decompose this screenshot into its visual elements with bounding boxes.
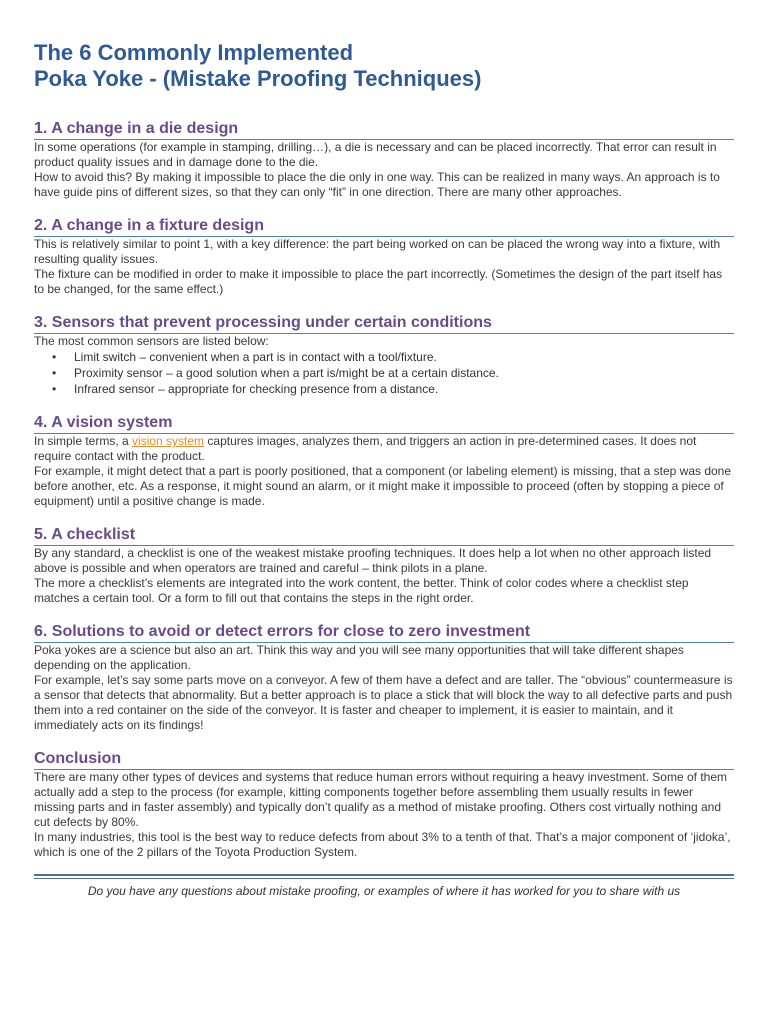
list-item: • Limit switch – convenient when a part is in contact with a tool/fixture. (74, 349, 734, 365)
paragraph: Poka yokes are a science but also an art. Think this way and you will see many opportunities that will take different shapes depending on the application. (34, 643, 684, 672)
section-vision-system (34, 414, 734, 509)
section-zero-investment (34, 623, 734, 733)
section-die-design (34, 120, 734, 200)
section-heading: Conclusion (34, 750, 734, 770)
sensor-list (34, 349, 734, 397)
paragraph: The most common sensors are listed below: (34, 334, 269, 348)
paragraph: There are many other types of devices and systems that reduce human errors without requiring a heavy investment. Some of them actually add a step to the process (for example, kitting components together before assembling them usually results in fewer missing parts and in faster assembly) and typically don’t qualify as a method of mistake proofing. Others cost virtually nothing and cut defects by 80%. (34, 770, 728, 829)
section-heading: 2. A change in a fixture design (34, 217, 734, 237)
text-run: In simple terms, a (34, 434, 133, 448)
footer-divider (34, 874, 734, 879)
section-heading: 1. A change in a die design (34, 120, 734, 140)
section-conclusion (34, 750, 734, 860)
section-heading: 6. Solutions to avoid or detect errors for close to zero investment (34, 623, 734, 643)
section-heading: 3. Sensors that prevent processing under certain conditions (34, 314, 734, 334)
paragraph: By any standard, a checklist is one of the weakest mistake proofing techniques. It does help a lot when no other approach listed above is possible and when operators are trained and careful – think pilots in a plane. (34, 546, 712, 575)
paragraph: In some operations (for example in stamping, drilling…), a die is necessary and can be placed incorrectly. That error can result in product quality issues and in damage done to the die. (34, 140, 717, 169)
paragraph (34, 434, 734, 464)
paragraph: In many industries, this tool is the best way to reduce defects from about 3% to a tenth of that. That’s a major component of ‘jidoka’, which is one of the 2 pillars of the Toyota Production System. (34, 830, 731, 859)
section-sensors (34, 314, 734, 397)
paragraph: The more a checklist’s elements are integrated into the work content, the better. Think of color codes where a checklist step matches a certain tool. Or a form to fill out that contains the steps in the right order. (34, 576, 689, 605)
paragraph: The fixture can be modified in order to make it impossible to place the part incorrectly. (Sometimes the design of the part itself has to be changed, for the same effect.) (34, 267, 723, 296)
title-line-2: Poka Yoke - (Mistake Proofing Techniques) (34, 66, 482, 91)
page-title (34, 40, 734, 92)
section-fixture-design (34, 217, 734, 297)
list-item: • Proximity sensor – a good solution when a part is/might be at a certain distance. (74, 365, 734, 381)
document-page (34, 40, 734, 910)
list-item: • Infrared sensor – appropriate for checking presence from a distance. (74, 381, 734, 397)
section-heading: 4. A vision system (34, 414, 734, 434)
section-heading: 5. A checklist (34, 526, 734, 546)
paragraph: How to avoid this? By making it impossible to place the die only in one way. This can be realized in many ways. An approach is to have guide pins of different sizes, so that they can only “fit” in one direction. There are many other approaches. (34, 170, 720, 199)
title-line-1: The 6 Commonly Implemented (34, 40, 354, 65)
footer-question: Do you have any questions about mistake proofing, or examples of where it has worked for you to share with us (87, 884, 681, 898)
section-checklist (34, 526, 734, 606)
paragraph: For example, let’s say some parts move on a conveyor. A few of them have a defect and are taller. The “obvious” countermeasure is a sensor that detects that abnormality. But a better approach is to place a stick that will block the way to all defective parts and push them into a red container on the side of the conveyor. It is faster and cheaper to implement, it is easier to maintain, and it immediately acts on its findings! (34, 673, 733, 732)
paragraph: This is relatively similar to point 1, with a key difference: the part being worked on can be placed the wrong way into a fixture, with resulting quality issues. (34, 237, 721, 266)
paragraph: For example, it might detect that a part is poorly positioned, that a component (or labeling element) is missing, that a step was done before another, etc. As a response, it might sound an alarm, or it might make it impossible to proceed (often by stopping a piece of equipment) until a positive change is made. (34, 464, 732, 508)
vision-system-link[interactable]: vision system (132, 434, 205, 448)
text-run: captures images, analyzes them, and triggers an action in pre-determined cases. It does not require contact with the product. (34, 434, 697, 463)
